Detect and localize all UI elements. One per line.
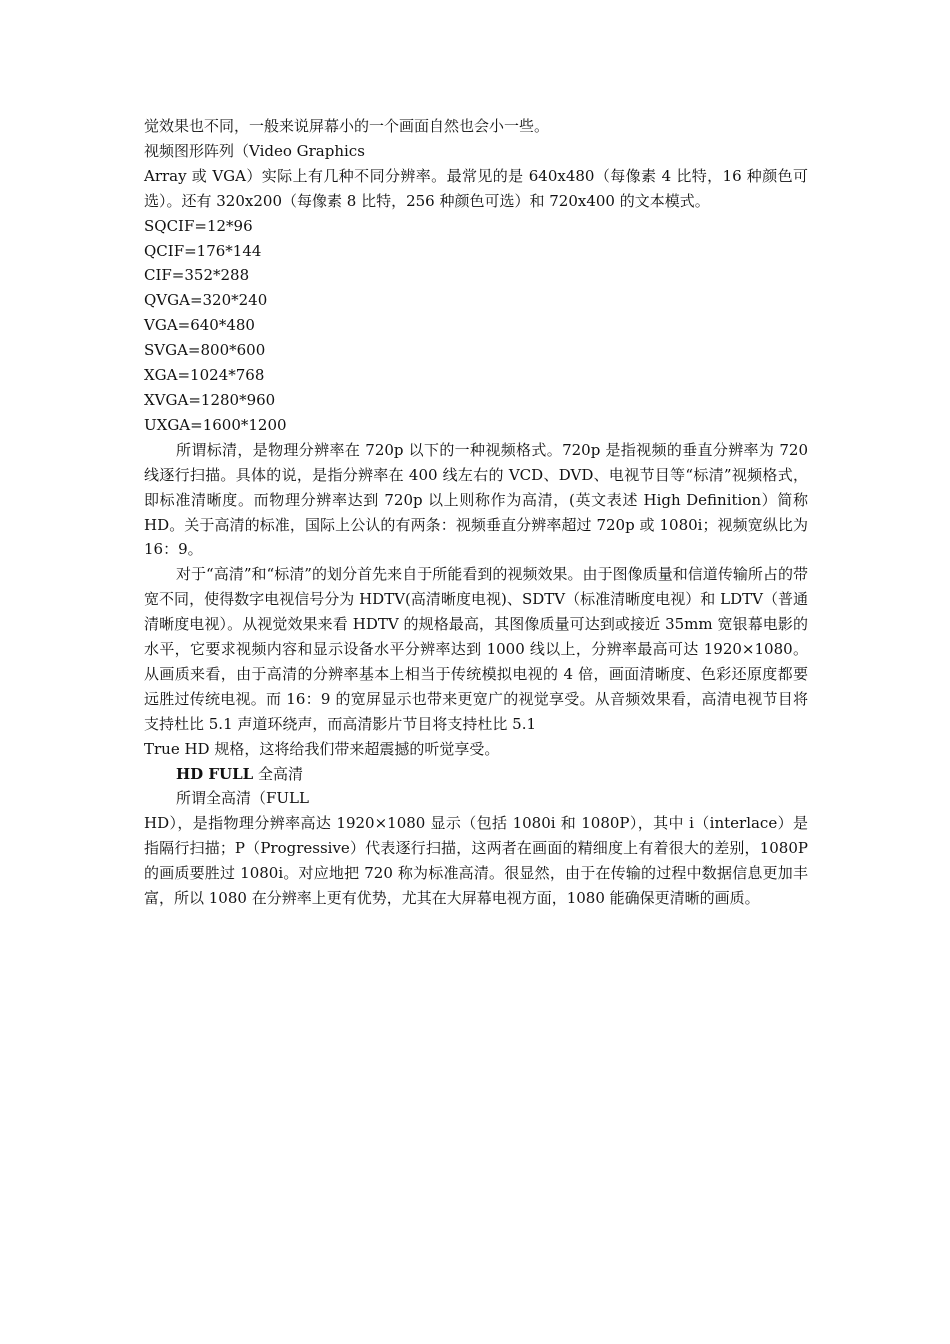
section-heading-full-hd (144, 762, 808, 787)
paragraph-truehd: True HD 规格，这将给我们带来超震撼的听觉享受。 (144, 739, 500, 758)
paragraph-hd-vs-sd: 对于“高清”和“标清”的划分首先来自于所能看到的视频效果。由于图像质量和信道传输所占的带宽不同，使得数字电视信号分为 HDTV(高清晰度电视)、SDTV（标准清晰度电视）和 LDTV（普通清晰度电视）。从视觉效果来看 HDTV 的规格最高，其图像质量可达到或接近 35mm 宽银幕电影的水平，它要求视频内容和显示设备水平分辨率达到 1000 线以上，分辨率最高可达 1920×1080。从画质来看，由于高清的分辨率基本上相当于传统模拟电视的 4 倍，画面清晰度、色彩还原度都要远胜过传统电视。而 16：9 的宽屏显示也带来更宽广的视觉享受。从音频效果看，高清电视节目将支持杜比 5.1 声道环绕声，而高清影片节目将支持杜比 5.1 (144, 565, 808, 733)
format-item: UXGA=1600*1200 (144, 415, 287, 434)
paragraph-vga-resolutions: Array 或 VGA）实际上有几种不同分辨率。最常见的是 640x480（每像素 4 比特，16 种颜色可选）。还有 320x200（每像素 8 比特，256 种颜色可选）和 720x400 的文本模式。 (144, 166, 808, 210)
paragraph-full-hd-details: HD），是指物理分辨率高达 1920×1080 显示（包括 1080i 和 1080P），其中 i（interlace）是指隔行扫描；P（Progressive）代表逐行扫描，这两者在画面的精细度上有着很大的差别，1080P 的画质要胜过 1080i。对应地把 720 称为标准高清。很显然，由于在传输的过程中数据信息更加丰富，所以 1080 在分辨率上更有优势，尤其在大屏幕电视方面，1080 能确保更清晰的画质。 (144, 814, 808, 908)
paragraph-continuation: 觉效果也不同，一般来说屏幕小的一个画面自然也会小一些。 (144, 117, 550, 135)
format-item: QVGA=320*240 (144, 291, 268, 310)
heading-rest-text: 全高清 (253, 764, 304, 783)
format-item: XVGA=1280*960 (144, 390, 276, 409)
paragraph-vga-intro: 视频图形阵列（Video Graphics (144, 141, 365, 160)
paragraph-full-hd-intro: 所谓全高清（FULL (176, 789, 309, 808)
format-item: SVGA=800*600 (144, 341, 266, 360)
format-item: QCIF=176*144 (144, 241, 262, 260)
paragraph-sd-definition: 所谓标清，是物理分辨率在 720p 以下的一种视频格式。720p 是指视频的垂直分辨率为 720 线逐行扫描。具体的说，是指分辨率在 400 线左右的 VCD、DVD、电视节目等“标清”视频格式，即标准清晰度。而物理分辨率达到 720p 以上则称作为高清，(英文表述 High Definition）简称 HD。关于高清的标准，国际上公认的有两条：视频垂直分辨率超过 720p 或 1080i；视频宽纵比为 16：9。 (144, 440, 808, 559)
format-item: CIF=352*288 (144, 266, 250, 285)
format-item: SQCIF=12*96 (144, 216, 253, 235)
heading-bold-text: HD FULL (176, 764, 254, 783)
document-body (144, 114, 808, 911)
format-item: XGA=1024*768 (144, 366, 265, 385)
format-item: VGA=640*480 (144, 316, 255, 335)
